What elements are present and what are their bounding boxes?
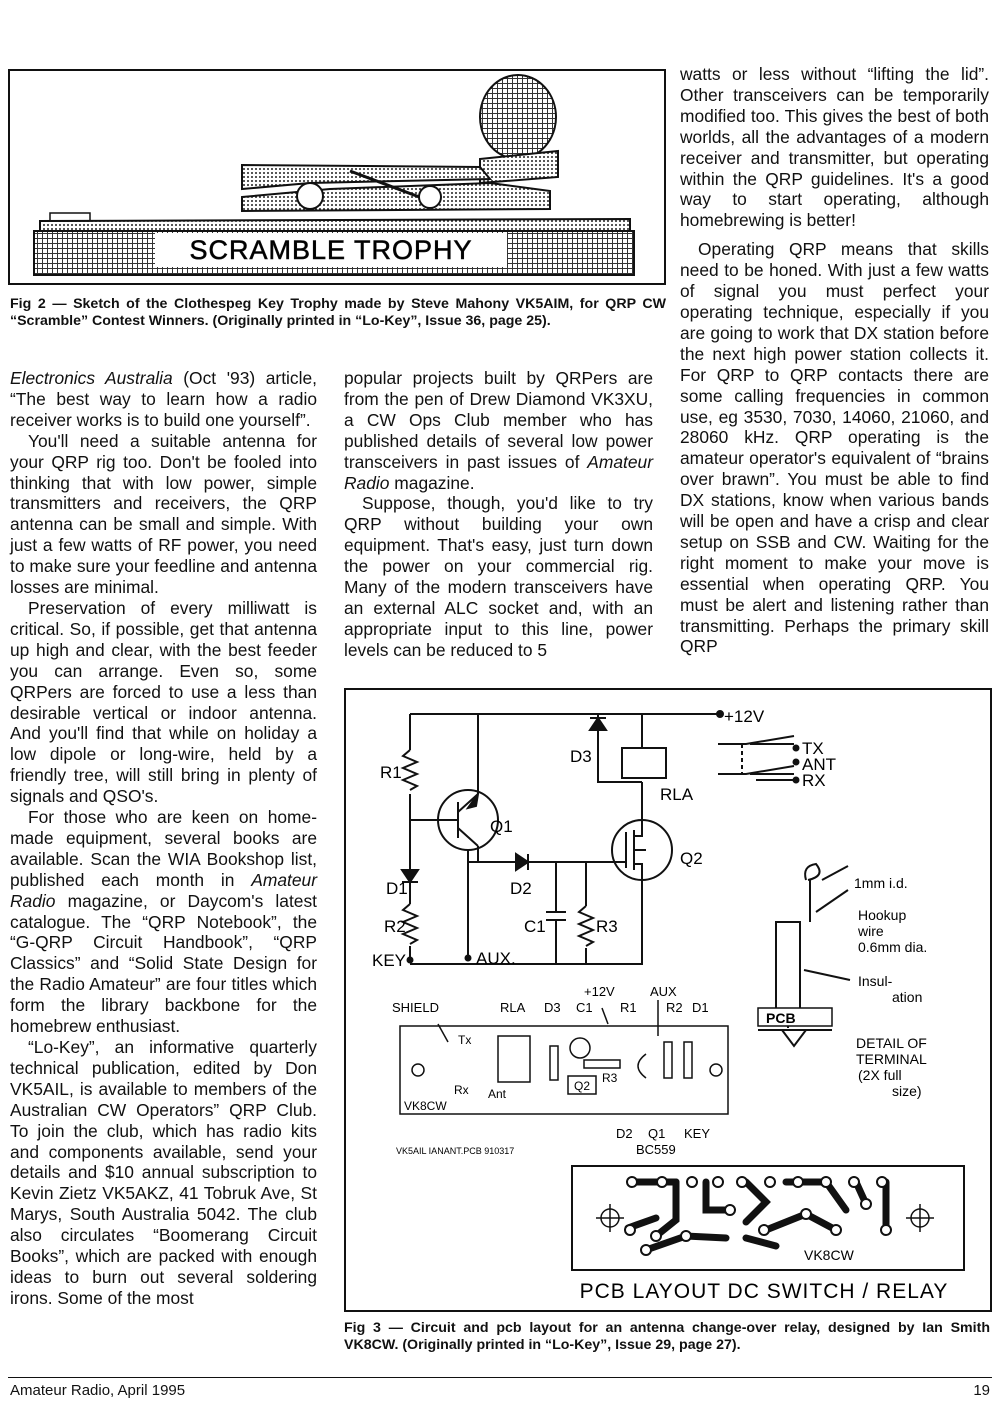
label-d3: D3 [570, 747, 592, 766]
col1-paragraph-1: Electronics Australia (Oct '93) article, “The best way to learn how a radio receiver works is to build one yourself”. [10, 368, 317, 430]
col1-paragraph-4: For those who are keen on home-made equipment, several books are available. Scan the WIA Bookshop list, published each month in Amateur Radio magazine, or Daycom's latest catalogue. The “QRP Notebook”, the “G-QRP Circuit Handbook”, “QRP Classics” and “Solid State Design for the Radio Amateur” are four titles which form the library backbone for the homebrew enthusiast. [10, 807, 317, 1037]
label-q2: Q2 [680, 849, 703, 868]
label-r1: R1 [380, 763, 402, 782]
pcb-layout [572, 1166, 964, 1270]
label-q1: Q1 [490, 817, 513, 836]
label-aux: AUX. [476, 949, 516, 968]
label-detail-4: size) [892, 1083, 922, 1099]
fig3-frame [344, 688, 992, 1312]
trophy-banner: SCRAMBLE TROPHY [189, 235, 473, 265]
label-r2: R2 [384, 917, 406, 936]
col2-paragraph-2: Suppose, though, you'd like to try QRP without building your own equipment. That's easy, just turn down the power on your commercial rig. Many of the modern transceivers have an external ALC socket and, with an appropriate input to this line, power levels can be reduced to 5 [344, 493, 653, 660]
column-1 [10, 368, 317, 1309]
pcb-title: PCB LAYOUT DC SWITCH / RELAY [579, 1280, 949, 1303]
ov-r2: R2 [666, 1000, 683, 1015]
label-ant: ANT [802, 755, 836, 774]
label-hookup-3: 0.6mm dia. [858, 939, 928, 955]
ov-c1: C1 [576, 1000, 593, 1015]
label-insul-1: Insul- [858, 973, 893, 989]
ov-d1: D1 [692, 1000, 709, 1015]
label-id: 1mm i.d. [854, 875, 908, 891]
footer-rule [8, 1377, 992, 1378]
label-key: KEY [372, 951, 407, 970]
ov-shield: SHIELD [392, 1000, 439, 1015]
fig2-caption: Fig 2 — Sketch of the Clothespeg Key Trophy made by Steve Mahony VK5AIM, for QRP CW “Scramble” Contest Winners. (Originally printed in “Lo-Key”, Issue 36, page 25). [10, 296, 666, 329]
col3-paragraph-1: watts or less without “lifting the lid”. Other transceivers can be temporarily modified too. This gives the best of both worlds, all the advantages of a modern receiver and transmitter, but operating within the QRP guidelines. It's a good way to start operating, although homebrewing is better! [680, 64, 989, 231]
fig2-frame [8, 69, 666, 285]
ov-r3: R3 [602, 1071, 618, 1085]
ov-rla: RLA [500, 1000, 526, 1015]
footer-left: Amateur Radio, April 1995 [10, 1382, 186, 1399]
label-detail-3: (2X full [858, 1067, 902, 1083]
fig3-caption: Fig 3 — Circuit and pcb layout for an antenna change-over relay, designed by Ian Smith VK8CW. (Originally printed in “Lo-Key”, Issue 29, page 27). [344, 1320, 990, 1353]
label-tx: TX [802, 739, 824, 758]
col3-paragraph-2: Operating QRP means that skills need to be honed. With just a few watts of signal you must perfect your operating technique, especially if you are going to work that DX station before the next high power station collects it. For QRP to QRP contacts there are some calling frequencies in common use, eg 3530, 7030, 14060, 21060, and 28060 kHz. QRP operating is the amateur operator's equivalent of “brains over brawn”. You must be able to find DX stations, know when various bands will be open and have a crisp and clear setup on SSB and CW. Waiting for the right moment to make your move is essential when operating QRP. You must be alert and listening rather than transmitting. Perhaps the primary skill QRP [680, 239, 989, 657]
label-hookup-2: wire [858, 923, 884, 939]
label-c1: C1 [524, 917, 546, 936]
col1-paragraph-2: You'll need a suitable antenna for your QRP rig too. Don't be fooled into thinking that with low power, simple transmitters and receivers, the QRP antenna can be small and simple. With just a few watts of RF power, you need to make sure your feedline and antenna losses are minimal. [10, 430, 317, 598]
ov-q1: Q1 [648, 1126, 666, 1141]
pcb-vk8cw: VK8CW [804, 1247, 854, 1263]
ov-tx: Tx [458, 1033, 472, 1047]
ov-q2: Q2 [574, 1079, 591, 1093]
ov-vk8cw: VK8CW [404, 1099, 447, 1113]
circuit-diagram [346, 690, 990, 1310]
label-detail-2: TERMINAL [856, 1051, 927, 1067]
ov-r1: R1 [620, 1000, 637, 1015]
ov-file: VK5AIL IANANT.PCB 910317 [396, 1146, 515, 1156]
label-v12: +12V [724, 707, 765, 726]
ov-bc559: BC559 [636, 1142, 676, 1157]
label-r3: R3 [596, 917, 618, 936]
col1-paragraph-5: “Lo-Key”, an informative quarterly technical publication, edited by Don VK5AIL, is available to members of the Australian CW Operators” QRP Club. To join the club, which has radio kits and components available, send your details and $10 annual subscription to Kevin Zietz VK5AKZ, 41 Tobruk Ave, St Marys, South Australia 5042. The club also circulates “Boomerang Circuit Books”, which are packed with enough ideas to burn out several soldering irons. Some of the most [10, 1037, 317, 1308]
label-rla: RLA [660, 785, 694, 804]
label-d2: D2 [510, 879, 532, 898]
label-insul-2: ation [892, 989, 923, 1005]
col1-paragraph-3: Preservation of every milliwatt is critical. So, if possible, get that antenna up high and clear, with the best feeder you can arrange. Even so, some QRPers are forced to use a less than desirable vertical or indoor antenna. And you'll find that while on holiday a low dipole or long-wire, held by a friendly tree, will still bring in plenty of signals and QSO's. [10, 597, 317, 807]
page-number: 19 [973, 1382, 990, 1399]
column-2 [344, 368, 653, 661]
column-3 [680, 64, 989, 657]
paddle-egg-icon [480, 75, 556, 159]
ov-d3: D3 [544, 1000, 561, 1015]
label-d1: D1 [386, 879, 408, 898]
label-pcb: PCB [766, 1010, 796, 1026]
col2-paragraph-1: popular projects built by QRPers are from the pen of Drew Diamond VK3XU, a CW Ops Club member who has published details of several low power transceivers in past issues of Amateur Radio magazine. [344, 368, 653, 493]
trophy-sketch [10, 71, 664, 283]
ov-d2: D2 [616, 1126, 633, 1141]
label-rx: RX [802, 771, 826, 790]
ov-v12: +12V [584, 984, 615, 999]
ov-key: KEY [684, 1126, 711, 1141]
label-hookup-1: Hookup [858, 907, 907, 923]
ov-rx: Rx [454, 1083, 469, 1097]
overlay-board [400, 1026, 728, 1114]
spring-coil-icon [297, 183, 323, 209]
ov-aux: AUX [650, 984, 677, 999]
label-detail-1: DETAIL OF [856, 1035, 927, 1051]
ov-ant: Ant [488, 1087, 507, 1101]
